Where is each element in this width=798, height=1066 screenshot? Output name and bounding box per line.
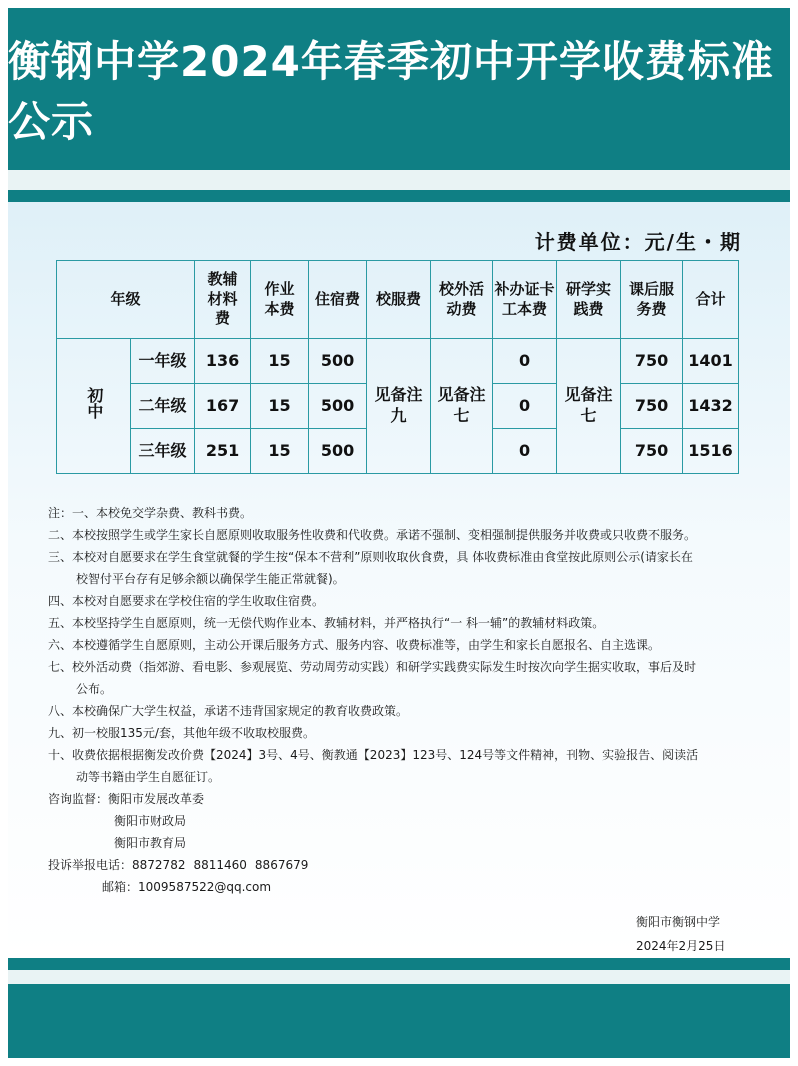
note-line: 五、本校坚持学生自愿原则，统一无偿代购作业本、教辅材料，并严格执行“一 科一辅”的教辅材料政策。 bbox=[48, 616, 605, 630]
note-line: 二、本校按照学生或学生家长自愿原则收取服务性收费和代收费。承诺不强制、变相强制提供服务并收费或只收费不服务。 bbox=[48, 528, 697, 542]
complaint-phone-line bbox=[48, 854, 768, 876]
phone-number: 8872782 bbox=[132, 858, 186, 872]
supervision-org: 衡阳市教育局 bbox=[114, 836, 187, 850]
outdoor-merged-cell: 见备注七 bbox=[431, 339, 493, 474]
header-uniform: 校服费 bbox=[367, 261, 431, 339]
top-teal-stripe bbox=[8, 190, 790, 202]
afterschool-cell: 750 bbox=[621, 429, 683, 474]
note-line: 注：一、本校免交学杂费、教科书费。 bbox=[48, 506, 253, 520]
uniform-merged-cell: 见备注九 bbox=[367, 339, 431, 474]
header-outdoor bbox=[431, 261, 493, 339]
card-cell: 0 bbox=[493, 339, 557, 384]
materials-cell: 167 bbox=[195, 384, 251, 429]
header-grade: 年级 bbox=[57, 261, 195, 339]
header-research bbox=[557, 261, 621, 339]
card-cell: 0 bbox=[493, 429, 557, 474]
dorm-cell: 500 bbox=[309, 384, 367, 429]
research-merged-cell: 见备注七 bbox=[557, 339, 621, 474]
phone-number: 8811460 bbox=[193, 858, 247, 872]
signature-block bbox=[636, 910, 725, 958]
section-label: 初中 bbox=[84, 387, 104, 420]
header-workbook-label: 作业本费 bbox=[264, 280, 295, 318]
grade-cell: 三年级 bbox=[131, 429, 195, 474]
header-outdoor-label: 校外活动费 bbox=[439, 280, 485, 318]
signature-date: 2024年2月25日 bbox=[636, 939, 726, 953]
bottom-light-band bbox=[8, 970, 790, 984]
materials-cell: 136 bbox=[195, 339, 251, 384]
supervision-line bbox=[48, 788, 768, 810]
materials-cell: 251 bbox=[195, 429, 251, 474]
grade-cell: 一年级 bbox=[131, 339, 195, 384]
grade-cell: 二年级 bbox=[131, 384, 195, 429]
email-label: 邮箱： bbox=[102, 880, 139, 894]
unit-label: 计费单位：元/生・期 bbox=[534, 230, 742, 254]
header-materials-label: 教辅材料费 bbox=[207, 270, 238, 328]
header-afterschool bbox=[621, 261, 683, 339]
note-line: 四、本校对自愿要求在学校住宿的学生收取住宿费。 bbox=[48, 594, 325, 608]
note-line: 三、本校对自愿要求在学生食堂就餐的学生按“保本不营利”原则收取伙食费，具 体收费标准由食堂按此原则公示(请家长在 bbox=[48, 550, 693, 564]
supervision-org: 衡阳市财政局 bbox=[114, 814, 187, 828]
email-address: 1009587522@qq.com bbox=[138, 880, 272, 894]
dorm-cell: 500 bbox=[309, 339, 367, 384]
workbook-cell: 15 bbox=[251, 339, 309, 384]
header-total: 合计 bbox=[683, 261, 739, 339]
note-line: 八、本校确保广大学生权益，承诺不违背国家规定的教育收费政策。 bbox=[48, 704, 409, 718]
notice-content bbox=[8, 202, 790, 958]
fee-table bbox=[56, 260, 739, 474]
supervision-org: 衡阳市发展改革委 bbox=[108, 792, 205, 806]
note-line: 六、本校遵循学生自愿原则，主动公开课后服务方式、服务内容、收费标准等，由学生和家长自愿报名、自主选课。 bbox=[48, 638, 661, 652]
note-line: 公布。 bbox=[76, 682, 113, 696]
complaint-email-line bbox=[48, 876, 768, 898]
notes-section bbox=[48, 502, 768, 898]
dorm-cell: 500 bbox=[309, 429, 367, 474]
header-workbook bbox=[251, 261, 309, 339]
table-header-row bbox=[57, 261, 739, 339]
phone-label: 投诉举报电话： bbox=[48, 858, 133, 872]
header-card-label: 补办证卡工本费 bbox=[494, 280, 555, 318]
supervision-label: 咨询监督： bbox=[48, 792, 109, 806]
afterschool-cell: 750 bbox=[621, 339, 683, 384]
top-light-band bbox=[8, 170, 790, 190]
workbook-cell: 15 bbox=[251, 429, 309, 474]
phone-number: 8867679 bbox=[254, 858, 309, 872]
note-line: 九、初一校服135元/套，其他年级不收取校服费。 bbox=[48, 726, 315, 740]
header-afterschool-label: 课后服务费 bbox=[629, 280, 675, 318]
note-line: 十、收费依据根据衡发改价费【2024】3号、4号、衡教通【2023】123号、124号等文件精神，刊物、实验报告、阅读活 bbox=[48, 748, 699, 762]
workbook-cell: 15 bbox=[251, 384, 309, 429]
afterschool-cell: 750 bbox=[621, 384, 683, 429]
bottom-teal-stripe bbox=[8, 958, 790, 970]
section-label-cell bbox=[57, 339, 131, 474]
card-cell: 0 bbox=[493, 384, 557, 429]
poster-frame bbox=[8, 8, 790, 1058]
header-materials bbox=[195, 261, 251, 339]
note-line: 校智付平台存有足够余额以确保学生能正常就餐)。 bbox=[76, 572, 345, 586]
header-dorm: 住宿费 bbox=[309, 261, 367, 339]
header-research-label: 研学实践费 bbox=[566, 280, 612, 318]
page-title: 衡钢中学2024年春季初中开学收费标准公示 bbox=[8, 37, 774, 146]
note-line: 动等书籍由学生自愿征订。 bbox=[76, 770, 221, 784]
header-card bbox=[493, 261, 557, 339]
table-row bbox=[57, 339, 739, 384]
total-cell: 1432 bbox=[683, 384, 739, 429]
total-cell: 1401 bbox=[683, 339, 739, 384]
signature-org: 衡阳市衡钢中学 bbox=[636, 915, 721, 929]
note-line: 七、校外活动费（指郊游、看电影、参观展览、劳动周劳动实践）和研学实践费实际发生时按次向学生据实收取，事后及时 bbox=[48, 660, 697, 674]
total-cell: 1516 bbox=[683, 429, 739, 474]
